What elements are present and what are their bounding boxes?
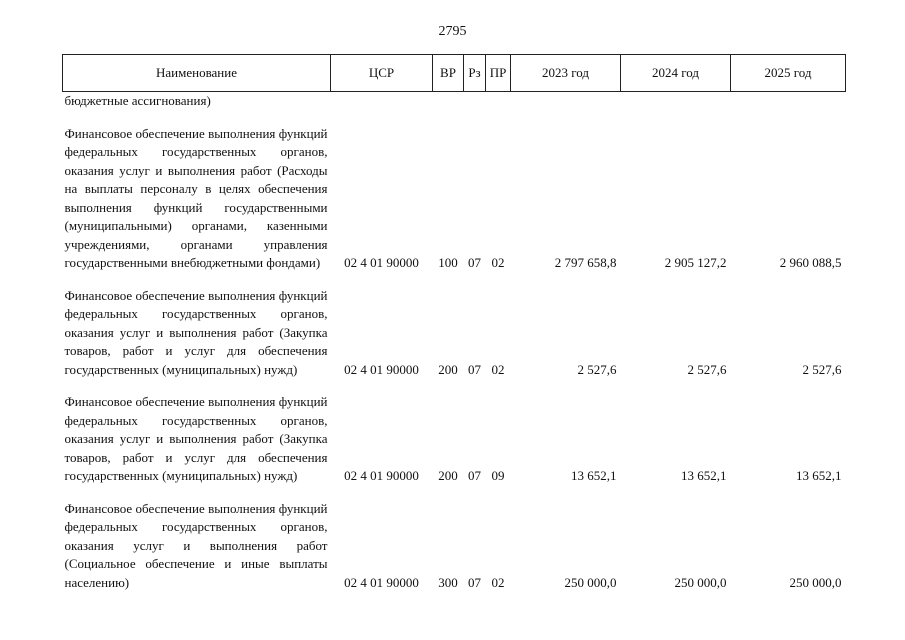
- table-header: [63, 55, 846, 92]
- table-row: [63, 125, 846, 273]
- header-vr: ВР: [433, 55, 464, 92]
- header-2025: 2025 год: [731, 55, 846, 92]
- row-2025: 13 652,1: [796, 468, 842, 483]
- header-2023: 2023 год: [511, 55, 621, 92]
- continuation-row: [63, 92, 846, 111]
- row-vr: 300: [438, 574, 458, 590]
- row-pr: 02: [491, 255, 505, 270]
- row-csr: 02 4 01 90000: [344, 468, 419, 483]
- row-spacer: [63, 273, 846, 287]
- row-name: Финансовое обеспечение выполнения функций федеральных государственных органов, оказания услуг и выполнения работ (Закупка товаров, работ и услуг для обеспечения государственных (муниципальных) нужд): [64, 394, 328, 483]
- row-name: Финансовое обеспечение выполнения функций федеральных государственных органов, оказания услуг и выполнения работ (Закупка товаров, работ и услуг для обеспечения государственных (муниципальных) нужд): [64, 287, 328, 377]
- row-2023: 13 652,1: [571, 468, 617, 483]
- row-rz: 07: [468, 468, 481, 483]
- row-2023: 250 000,0: [564, 574, 617, 590]
- row-2024: 250 000,0: [674, 574, 727, 590]
- row-pr: 09: [491, 468, 505, 483]
- row-2023: 2 797 658,8: [554, 255, 617, 270]
- row-vr: 200: [438, 468, 458, 483]
- row-name: Финансовое обеспечение выполнения функций федеральных государственных органов, оказания услуг и выполнения работ (Расходы на выплаты персоналу в целях обеспечения выполнения функций государственными (муниципальными) органами, казенными учреждениями, органами управления государственными внебюджетными фондами): [64, 125, 328, 270]
- row-spacer: [63, 379, 846, 393]
- row-csr: 02 4 01 90000: [344, 361, 419, 377]
- row-rz: 07: [468, 574, 481, 590]
- budget-table: [62, 54, 846, 592]
- row-vr: 100: [438, 255, 458, 270]
- row-name: Финансовое обеспечение выполнения функций федеральных государственных органов, оказания услуг и выполнения работ (Социальное обеспечение и иные выплаты населению): [64, 500, 328, 590]
- header-pr: ПР: [486, 55, 511, 92]
- row-csr: 02 4 01 90000: [344, 255, 419, 270]
- page-number: 2795: [438, 24, 467, 39]
- row-2025: 250 000,0: [789, 574, 842, 590]
- row-2024: 13 652,1: [681, 468, 727, 483]
- continuation-text: бюджетные ассигнования): [64, 93, 211, 108]
- row-2023: 2 527,6: [577, 361, 617, 377]
- table-row: [63, 393, 846, 486]
- row-2024: 2 527,6: [687, 361, 727, 377]
- row-vr: 200: [438, 361, 458, 377]
- row-pr: 02: [491, 574, 505, 590]
- header-2024: 2024 год: [621, 55, 731, 92]
- row-spacer: [63, 111, 846, 125]
- row-spacer: [63, 486, 846, 500]
- row-pr: 02: [491, 361, 505, 377]
- row-2024: 2 905 127,2: [664, 255, 727, 270]
- row-csr: 02 4 01 90000: [344, 574, 419, 590]
- row-rz: 07: [468, 255, 481, 270]
- row-2025: 2 527,6: [802, 361, 842, 377]
- header-rz: Рз: [464, 55, 486, 92]
- row-rz: 07: [468, 361, 481, 377]
- row-2025: 2 960 088,5: [779, 255, 842, 270]
- header-csr: ЦСР: [331, 55, 433, 92]
- table-row: [63, 500, 846, 593]
- table-row: [63, 287, 846, 380]
- header-name: Наименование: [63, 55, 331, 92]
